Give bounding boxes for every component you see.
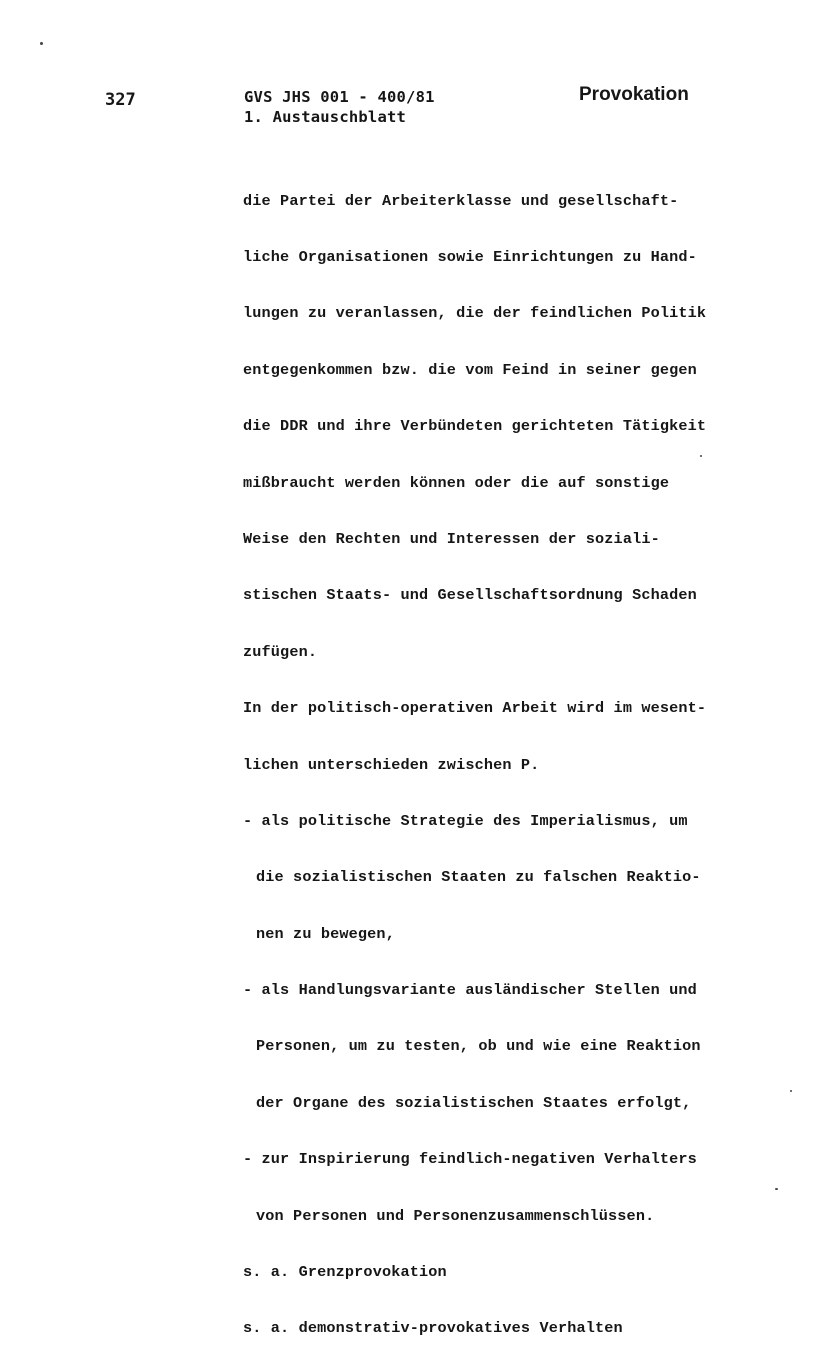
document-reference: GVS JHS 001 - 400/81 xyxy=(244,88,435,106)
list-item: - als Handlungsvariante ausländischer Stellen und xyxy=(243,981,697,1000)
entry-title: Provokation xyxy=(579,84,689,105)
body-line: die Partei der Arbeiterklasse und gesellschaft- xyxy=(243,191,679,210)
scan-speck xyxy=(790,1090,792,1092)
body-line: mißbraucht werden können oder die auf sonstige xyxy=(243,473,670,492)
body-line: stischen Staats- und Gesellschaftsordnung Schaden xyxy=(243,586,697,605)
list-item-continuation: nen zu bewegen, xyxy=(256,924,395,943)
cross-reference: s. a. Grenzprovokation xyxy=(243,1263,447,1282)
body-line: zufügen. xyxy=(243,642,318,661)
page-number: 327 xyxy=(105,90,136,110)
scan-speck xyxy=(40,42,43,45)
scan-speck xyxy=(775,1188,778,1190)
list-item-continuation: die sozialistischen Staaten zu falschen Reaktio- xyxy=(256,868,701,887)
list-item-continuation: von Personen und Personenzusammenschlüssen. xyxy=(256,1206,655,1225)
list-item-continuation: der Organe des sozialistischen Staates erfolgt, xyxy=(256,1093,692,1112)
list-item-continuation: Personen, um zu testen, ob und wie eine Reaktion xyxy=(256,1037,701,1056)
sheet-note: 1. Austauschblatt xyxy=(244,108,407,126)
entry-body xyxy=(243,154,706,1357)
body-line: entgegenkommen bzw. die vom Feind in seiner gegen xyxy=(243,360,697,379)
body-line: lungen zu veranlassen, die der feindlichen Politik xyxy=(243,304,707,323)
body-line: liche Organisationen sowie Einrichtungen zu Hand- xyxy=(243,247,697,266)
list-item: - zur Inspirierung feindlich-negativen Verhalters xyxy=(243,1150,697,1169)
body-line: lichen unterschieden zwischen P. xyxy=(243,755,540,774)
body-line: Weise den Rechten und Interessen der soziali- xyxy=(243,529,660,548)
scan-speck xyxy=(700,455,702,457)
body-line: die DDR und ihre Verbündeten gerichteten Tätigkeit xyxy=(243,417,707,436)
body-line: In der politisch-operativen Arbeit wird im wesent- xyxy=(243,699,707,718)
list-item: - als politische Strategie des Imperialismus, um xyxy=(243,811,688,830)
cross-reference: s. a. demonstrativ-provokatives Verhalten xyxy=(243,1319,623,1338)
